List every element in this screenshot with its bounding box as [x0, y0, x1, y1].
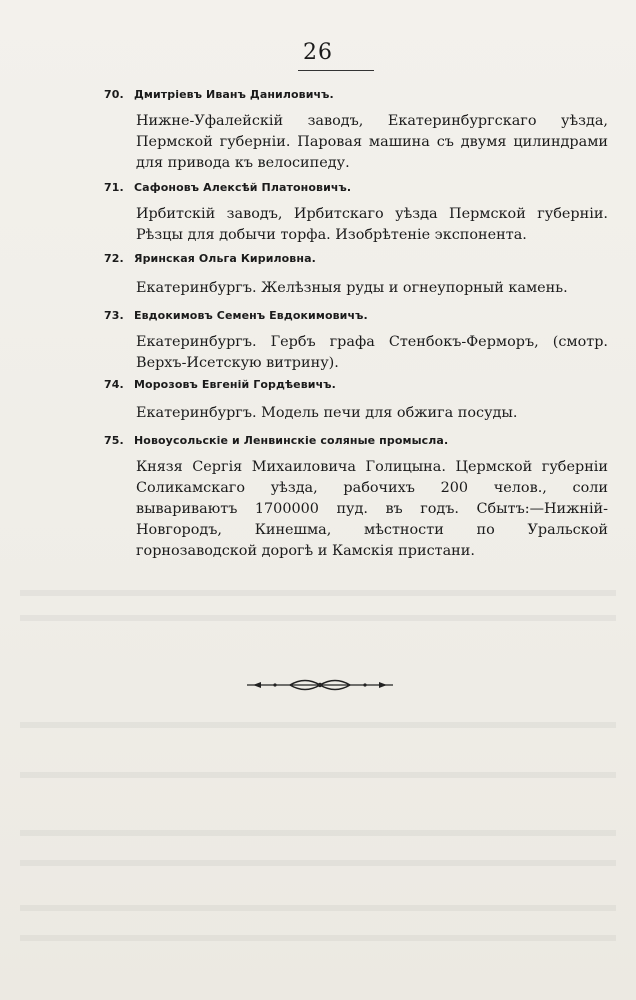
entry-72	[104, 252, 608, 299]
entry-text: Князя Сергія Михаиловича Голицына. Цермской губерніи Соликамскаго уѣзда, рабочихъ 200 челов., соли вывариваютъ 1700000 пуд. въ годъ. Сбытъ:—Нижній-Новгородъ, Кинешма, мѣстности по Уральской горнозаводской дорогѣ и Камскія пристани.	[136, 459, 608, 559]
entry-heading	[104, 434, 608, 447]
entry-name: Сафоновъ Алексѣй Платоновичъ.	[134, 181, 352, 194]
entry-text: Екатеринбургъ. Желѣзныя руды и огнеупорный камень.	[136, 280, 568, 296]
entry-number: 72.	[104, 252, 124, 265]
entry-name: Новоусольскіе и Ленвинскіе соляные промысла.	[134, 434, 449, 447]
entry-text: Ирбитскій заводъ, Ирбитскаго уѣзда Пермской губерніи. Рѣзцы для добычи торфа. Изобрѣтеніе экспонента.	[136, 206, 608, 243]
entry-heading	[104, 309, 608, 322]
entry-number: 71.	[104, 181, 124, 194]
entry-heading	[104, 181, 608, 194]
entry-text: Екатеринбургъ. Модель печи для обжига посуды.	[136, 405, 518, 421]
entry-heading	[104, 252, 608, 265]
entry-73	[104, 309, 608, 374]
entry-number: 74.	[104, 378, 124, 391]
bleed-through-line	[20, 615, 616, 621]
bleed-through-line	[20, 772, 616, 778]
entry-text: Нижне-Уфалейскій заводъ, Екатеринбургскаго уѣзда, Пермской губерніи. Паровая машина съ двумя цилиндрами для привода къ велосипеду.	[136, 113, 608, 171]
entry-number: 73.	[104, 309, 124, 322]
bleed-through-line	[20, 722, 616, 728]
entry-heading	[104, 378, 608, 391]
bleed-through-line	[20, 590, 616, 596]
page-number: 26	[303, 40, 333, 65]
entry-75	[104, 434, 608, 562]
entry-name: Евдокимовъ Семенъ Евдокимовичъ.	[134, 309, 368, 322]
bleed-through-line	[20, 860, 616, 866]
entry-70	[104, 88, 608, 174]
ornament-divider-icon	[245, 678, 395, 692]
bleed-through-line	[20, 830, 616, 836]
entry-number: 75.	[104, 434, 124, 447]
entry-name: Дмитріевъ Иванъ Даниловичъ.	[134, 88, 334, 101]
entry-name: Яринская Ольга Кириловна.	[134, 252, 316, 265]
entry-text: Екатеринбургъ. Гербъ графа Стенбокъ-Ферморъ, (смотр. Верхъ-Исетскую витрину).	[136, 334, 608, 371]
entry-number: 70.	[104, 88, 124, 101]
entry-74	[104, 378, 608, 424]
entry-heading	[104, 88, 608, 101]
bleed-through-line	[20, 905, 616, 911]
page-number-rule	[298, 70, 374, 71]
entry-name: Морозовъ Евгеній Гордѣевичъ.	[134, 378, 336, 391]
bleed-through-line	[20, 935, 616, 941]
entry-71	[104, 181, 608, 246]
